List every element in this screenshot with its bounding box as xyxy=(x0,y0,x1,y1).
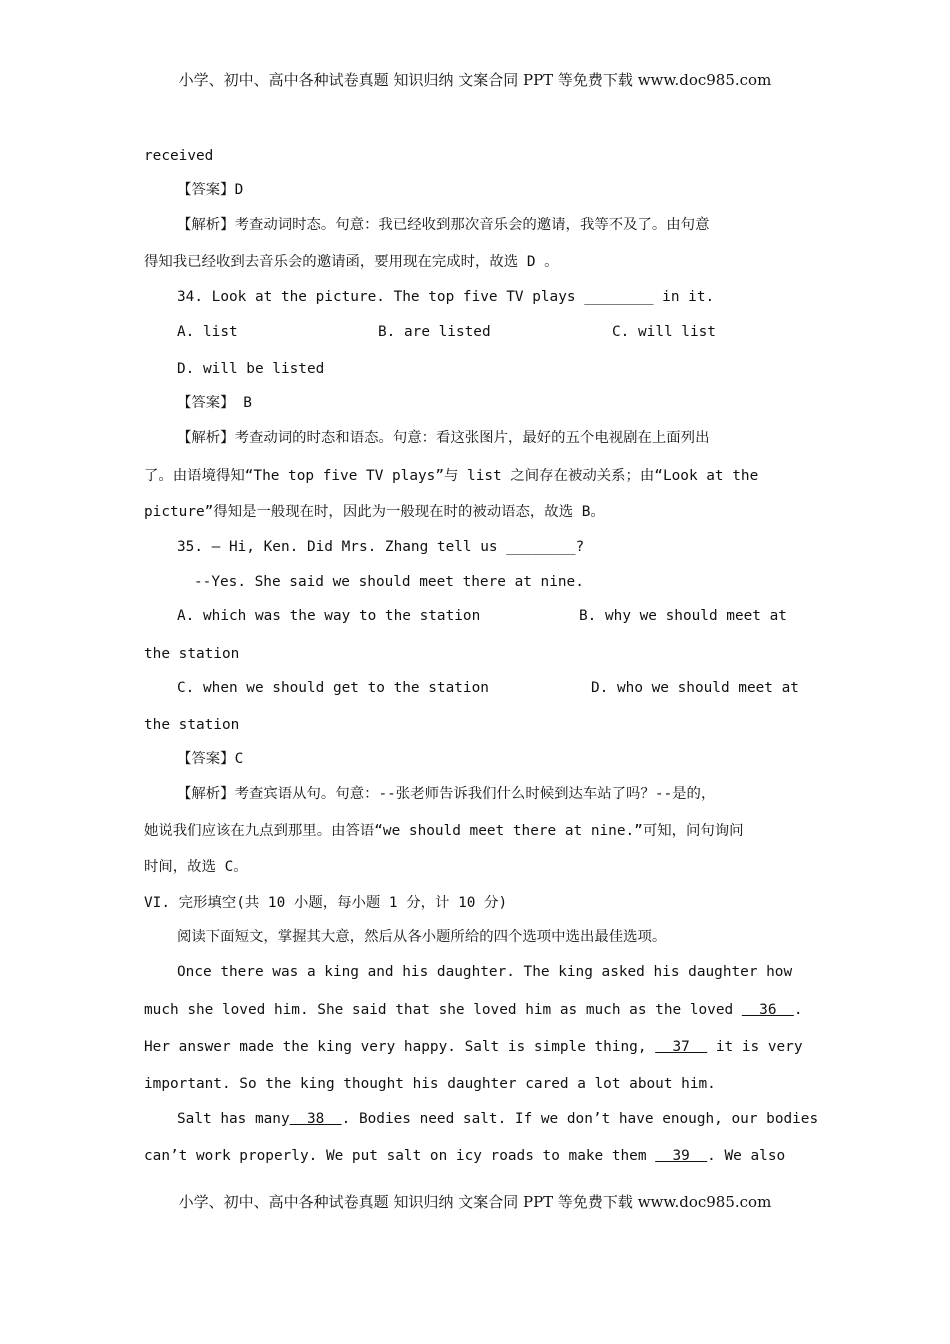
q34-answer: 【答案】 B xyxy=(177,395,252,411)
q34-stem: 34. Look at the picture. The top five TV plays ________ in it. xyxy=(177,289,715,305)
passage-p1-line-1: Once there was a king and his daughter. The king asked his daughter how xyxy=(177,964,793,980)
page-header: 小学、初中、高中各种试卷真题 知识归纳 文案合同 PPT 等免费下载 www.doc985.com xyxy=(178,71,772,89)
blank-39: 39 xyxy=(655,1148,708,1164)
q33-answer: 【答案】D xyxy=(177,182,244,198)
passage-text: . Bodies need salt. If we don’t have enough, our bodies xyxy=(341,1111,819,1127)
page-footer: 小学、初中、高中各种试卷真题 知识归纳 文案合同 PPT 等免费下载 www.doc985.com xyxy=(178,1193,772,1211)
passage-p2-line-1 xyxy=(177,1109,818,1129)
q35-analysis-line-1: 【解析】考查宾语从句。句意：--张老师告诉我们什么时候到达车站了吗？--是的， xyxy=(177,786,716,802)
blank-36: 36 xyxy=(741,1002,794,1018)
q34-analysis-line-2: 了。由语境得知“The top five TV plays”与 list 之间存在被动关系；由“Look at the xyxy=(144,468,759,484)
q33-analysis-line-1: 【解析】考查动词时态。句意：我已经收到那次音乐会的邀请，我等不及了。由句意 xyxy=(177,217,710,233)
q34-option-c: C. will list xyxy=(612,324,716,340)
q34-option-b: B. are listed xyxy=(378,324,491,340)
q35-reply: --Yes. She said we should meet there at nine. xyxy=(194,574,584,590)
passage-text: . We also xyxy=(707,1148,786,1164)
q33-analysis-line-2: 得知我已经收到去音乐会的邀请函，要用现在完成时，故选 D 。 xyxy=(144,254,559,270)
q35-option-b-cont: the station xyxy=(144,646,240,662)
passage-p1-line-4: important. So the king thought his daughter cared a lot about him. xyxy=(144,1076,716,1092)
q35-option-d-cont: the station xyxy=(144,717,240,733)
q33-stem-tail: received xyxy=(144,148,214,164)
q35-stem: 35. – Hi, Ken. Did Mrs. Zhang tell us ________? xyxy=(177,539,585,555)
blank-38: 38 xyxy=(289,1111,342,1127)
q35-answer: 【答案】C xyxy=(177,751,244,767)
q34-analysis-line-3: picture”得知是一般现在时，因此为一般现在时的被动语态，故选 B。 xyxy=(144,504,605,520)
passage-p1-line-2 xyxy=(144,1000,802,1020)
passage-text: . xyxy=(793,1002,803,1018)
q35-option-c: C. when we should get to the station xyxy=(177,680,489,696)
blank-37: 37 xyxy=(655,1039,708,1055)
q35-analysis-line-2: 她说我们应该在九点到那里。由答语“we should meet there at nine.”可知，问句询问 xyxy=(144,823,744,839)
passage-text: it is very xyxy=(715,1039,803,1055)
section-title: VI. 完形填空(共 10 小题，每小题 1 分，计 10 分) xyxy=(144,895,508,911)
passage-text: much she loved him. She said that she loved him as much as the loved xyxy=(144,1002,734,1018)
q35-option-b: B. why we should meet at xyxy=(579,608,787,624)
passage-text: Her answer made the king very happy. Salt is simple thing, xyxy=(144,1039,647,1055)
passage-text: Salt has many xyxy=(177,1111,290,1127)
q34-analysis-line-1: 【解析】考查动词的时态和语态。句意：看这张图片，最好的五个电视剧在上面列出 xyxy=(177,430,710,446)
q35-analysis-line-3: 时间，故选 C。 xyxy=(144,859,248,875)
passage-text: can’t work properly. We put salt on icy roads to make them xyxy=(144,1148,647,1164)
passage-p1-line-3 xyxy=(144,1037,802,1057)
q35-option-d: D. who we should meet at xyxy=(591,680,799,696)
q34-option-d: D. will be listed xyxy=(177,361,325,377)
section-instruction: 阅读下面短文，掌握其大意，然后从各小题所给的四个选项中选出最佳选项。 xyxy=(177,929,667,945)
passage-p2-line-2 xyxy=(144,1146,785,1166)
q35-option-a: A. which was the way to the station xyxy=(177,608,481,624)
q34-option-a: A. list xyxy=(177,324,238,340)
